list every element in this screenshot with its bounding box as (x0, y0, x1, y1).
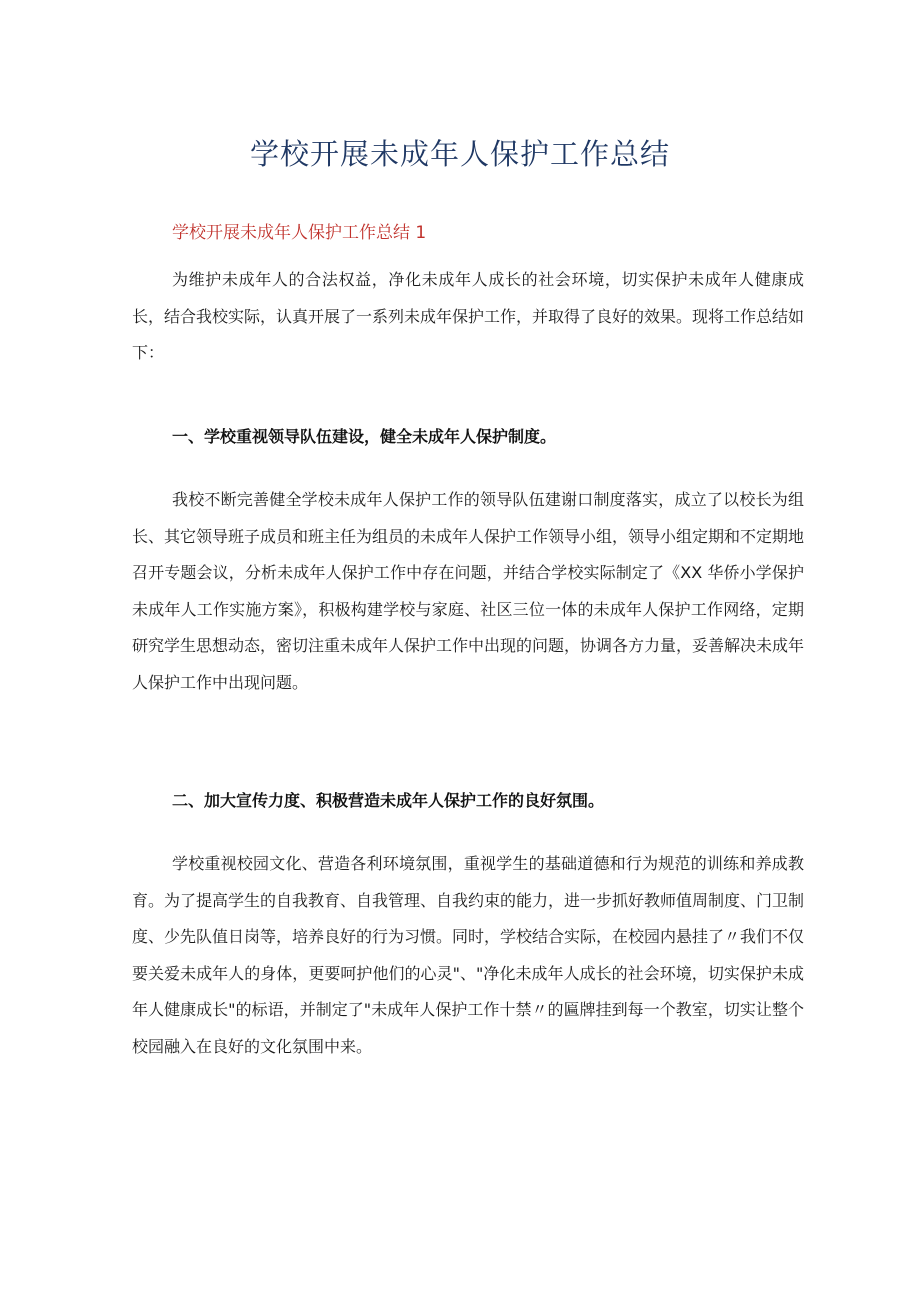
heading-two: 二、加大宣传力度、积极营造未成年人保护工作的良好氛围。 (172, 791, 605, 810)
paragraph-one: 我校不断完善健全学校未成年人保护工作的领导队伍建谢口制度落实，成立了以校长为组长、其它领导班子成员和班主任为组员的未成年人保护工作领导小组，领导小组定期和不定期地召开专题会议，分析未成年人保护工作中存在问题，并结合学校实际制定了《XX 华侨小学保护未成年人工作实施方案》，积极构建学校与家庭、社区三位一体的未成年人保护工作网络，定期研究学生思想动态，密切注重未成年人保护工作中出现的问题，协调各方力量，妥善解决未成年人保护工作中出现问题。 (132, 490, 805, 692)
heading-one: 一、学校重视领导队伍建设，健全未成年人保护制度。 (172, 427, 557, 446)
document-title: 学校开展未成年人保护工作总结 (249, 137, 670, 171)
paragraph-two: 学校重视校园文化、营造各利环境氛围，重视学生的基础道德和行为规范的训练和养成教育。为了提高学生的自我教育、自我管理、自我约束的能力，进一步抓好教师值周制度、门卫制度、少先队值日岗等，培养良好的行为习惯。同时，学校结合实际，在校园内悬挂了〃我们不仅要关爱未成年人的身体，更要呵护他们的心灵"、"净化未成年人成长的社会环境，切实保护未成年人健康成长"的标语，并制定了"未成年人保护工作十禁〃的匾牌挂到每一个教室，切实让整个校园融入在良好的文化氛围中来。 (132, 854, 805, 1056)
section-title: 学校开展未成年人保护工作总结 1 (172, 223, 427, 243)
intro-paragraph: 为维护未成年人的合法权益，净化未成年人成长的社会环境，切实保护未成年人健康成长，结合我校实际，认真开展了一系列未成年保护工作，并取得了良好的效果。现将工作总结如下： (132, 270, 805, 362)
